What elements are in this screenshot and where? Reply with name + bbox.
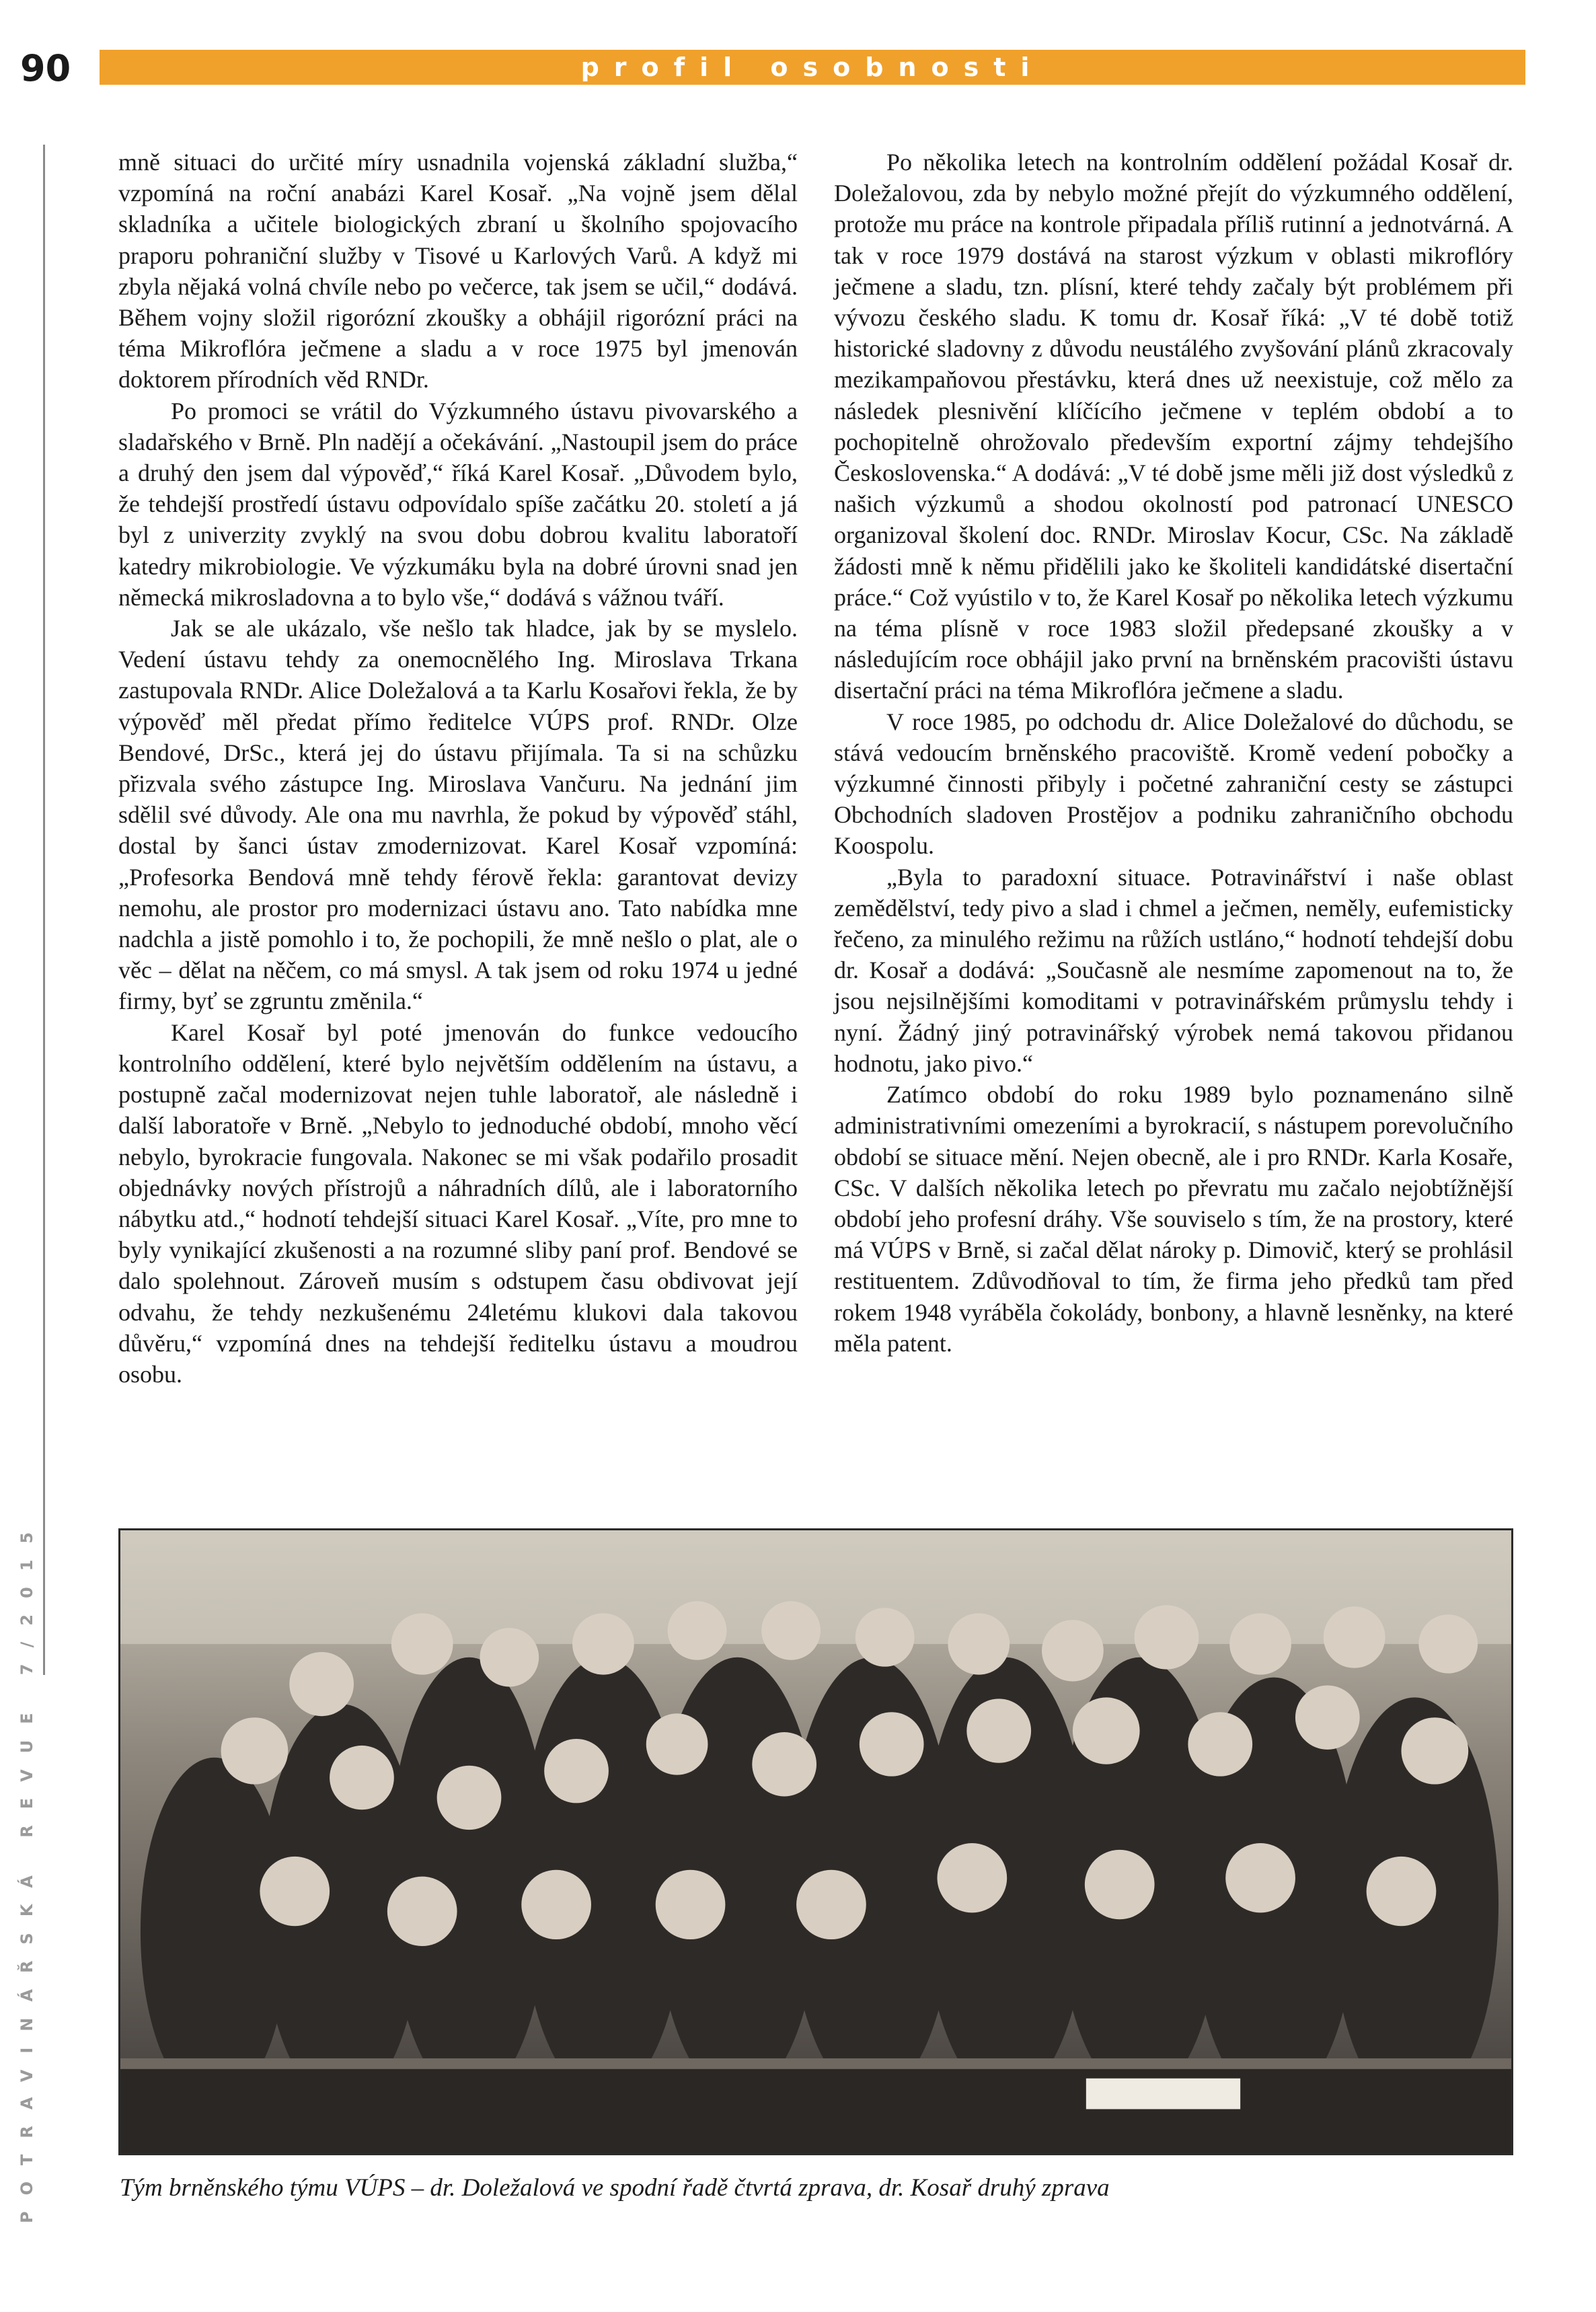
left-text-column <box>118 147 798 1390</box>
paragraph: Po promoci se vrátil do Výzkumného ústavu pivovarského a sladařského v Brně. Pln nadějí a očekávání. „Nastoupil jsem do práce a druhý den jsem dal výpověď,“ říká Karel Kosař. „Důvodem bylo, že tehdejší prostředí ústavu odpovídalo spíše začátku 20. století a já byl z univerzity zvyklý na svou dobu dobrou kvalitu laboratoří katedry mikrobiologie. Ve výzkumáku byla na dobré úrovni snad jen německá mikrosladovna a to bylo vše,“ dodává s vážnou tváří. <box>118 397 798 611</box>
page-number: 90 <box>20 47 71 89</box>
section-title: profil osobnosti <box>580 52 1044 82</box>
paragraph: Po několika letech na kontrolním oddělení požádal Kosař dr. Doležalovou, zda by nebylo možné přejít do výzkumného oddělení, protože mu práce na kontrole připadala příliš rutinní a jednotvárná. A tak v roce 1979 dostává na starost výzkum v oblasti mikroflóry ječmene a sladu, tzn. plísní, které tehdy začaly být problémem při vývozu českého sladu. K tomu dr. Kosař říká: „V té době totiž historické sladovny z důvodu neustálého zvyšování plánů zkracovaly mezikampaňovou přestávku, která dnes už neexistuje, což mělo za následek plesnivění klíčícího ječmene v teplém období a to pochopitelně ohrožovalo především exportní zájmy tehdejšího Československa.“ A dodává: „V té době jsme měli již dost výsledků z našich výzkumů a shodou okolností pod patronací UNESCO organizoval školení doc. RNDr. Miroslav Kocur, CSc. Na základě žádosti mně k němu přidělili jako ke školiteli kandidátské disertační práce.“ Což vyústilo v to, že Karel Kosař po několika letech výzkumu na téma plísně v roce 1983 složil předepsané zkoušky a v následujícím roce obhájil jako první na brněnském pracovišti ústavu disertační práci na téma Mikroflóra ječmene a sladu. <box>834 149 1513 704</box>
group-photo <box>118 1528 1513 2155</box>
paragraph: „Byla to paradoxní situace. Potravinářství i naše oblast zemědělství, tedy pivo a slad i chmel a ječmen, neměly, eufemisticky řečeno, za minulého režimu na růžích ustláno,“ hodnotí tehdejší dobu dr. Kosař a dodává: „Současně ale nesmíme zapomenout na to, že jsou nejsilnějšími komoditami v potravinářském průmyslu tehdy i nyní. Žádný jiný potravinářský výrobek nemá takovou přidanou hodnotu, jako pivo.“ <box>834 863 1513 1077</box>
section-header-bar <box>100 50 1525 85</box>
right-text-column <box>834 147 1513 1359</box>
paragraph: Zatímco období do roku 1989 bylo poznamenáno silně administrativními omezeními a byrokracií, s nástupem porevolučního období se situace mění. Nejen obecně, ale i pro RNDr. Karla Kosaře, CSc. V dalších několika letech po převratu mu začalo nejobtížnější období jeho profesní dráhy. Vše souviselo s tím, že na prostory, které má VÚPS v Brně, si začal dělat nároky p. Dimovič, který se prohlásil restituentem. Zdůvodňoval to tím, že firma jeho předků tam před rokem 1948 vyráběla čokolády, bonbony, a hlavně lesněnky, na které měla patent. <box>834 1081 1513 1357</box>
journal-issue-label: POTRAVINÁŘSKÁ REVUE 7/2015 <box>17 1516 36 2223</box>
margin-divider <box>43 145 45 1675</box>
group-photo-illustration <box>120 1530 1511 2153</box>
paragraph: Karel Kosař byl poté jmenován do funkce vedoucího kontrolního oddělení, které bylo největším oddělením na ústavu, a postupně začal modernizovat nejen tuhle laboratoř, ale následně i další laboratoře v Brně. „Nebylo to jednoduché období, mnoho věcí nebylo, byrokracie fungovala. Nakonec se mi však podařilo prosadit objednávky nových přístrojů a náhradních dílů, ale i laboratorního nábytku atd.,“ hodnotí tehdejší situaci Karel Kosař. „Víte, pro mne to byly vynikající zkušenosti a na rozumné sliby paní prof. Bendové se dalo spolehnout. Zároveň musím s odstupem času obdivovat její odvahu, že tehdy nezkušenému 24letému klukovi dala takovou důvěru,“ vzpomíná dnes na tehdejší ředitelku ústavu a moudrou osobu. <box>118 1018 798 1388</box>
paragraph: Jak se ale ukázalo, vše nešlo tak hladce, jak by se myslelo. Vedení ústavu tehdy za onemocnělého Ing. Miroslava Trkana zastupovala RNDr. Alice Doležalová a ta Karlu Kosařovi řekla, že by výpověď měl předat přímo ředitelce VÚPS prof. RNDr. Olze Bendové, DrSc., která jej do ústavu přijímala. Ta si na schůzku přizvala svého zástupce Ing. Miroslava Vančuru. Na jednání jim sdělil své důvody. Ale ona mu navrhla, že pokud by výpověď stáhl, dostal by šanci ústav zmodernizovat. Karel Kosař vzpomíná: „Profesorka Bendová mně tehdy férově řekla: garantovat devizy nemohu, ale prostor pro modernizaci ústavu ano. Tato nabídka mne nadchla a jistě pomohlo i to, že pochopili, že mně nešlo o plat, ale o věc – dělat na něčem, co má smysl. A tak jsem od roku 1974 u jedné firmy, byť se zgruntu změnila.“ <box>118 615 798 1015</box>
photo-caption: Tým brněnského týmu VÚPS – dr. Doležalová ve spodní řadě čtvrtá zprava, dr. Kosař druhý zprava <box>120 2174 1110 2202</box>
paragraph: V roce 1985, po odchodu dr. Alice Doležalové do důchodu, se stává vedoucím brněnského pracoviště. Kromě vedení pobočky a výzkumné činnosti přibyly i početné zahraniční cesty se zástupci Obchodních sladoven Prostějov a podniku zahraničního obchodu Koospolu. <box>834 708 1513 860</box>
paragraph: mně situaci do určité míry usnadnila vojenská základní služba,“ vzpomíná na roční anabázi Karel Kosař. „Na vojně jsem dělal skladníka a učitele biologických zbraní u školního spojovacího praporu pohraniční služby v Tisové u Karlových Varů. A když mi zbyla nějaká volná chvíle nebo po večerce, tak jsem se učil,“ dodává. Během vojny složil rigorózní zkoušky a obhájil rigorózní práci na téma Mikroflóra ječmene a sladu a v roce 1975 byl jmenován doktorem přírodních věd RNDr. <box>118 149 798 394</box>
